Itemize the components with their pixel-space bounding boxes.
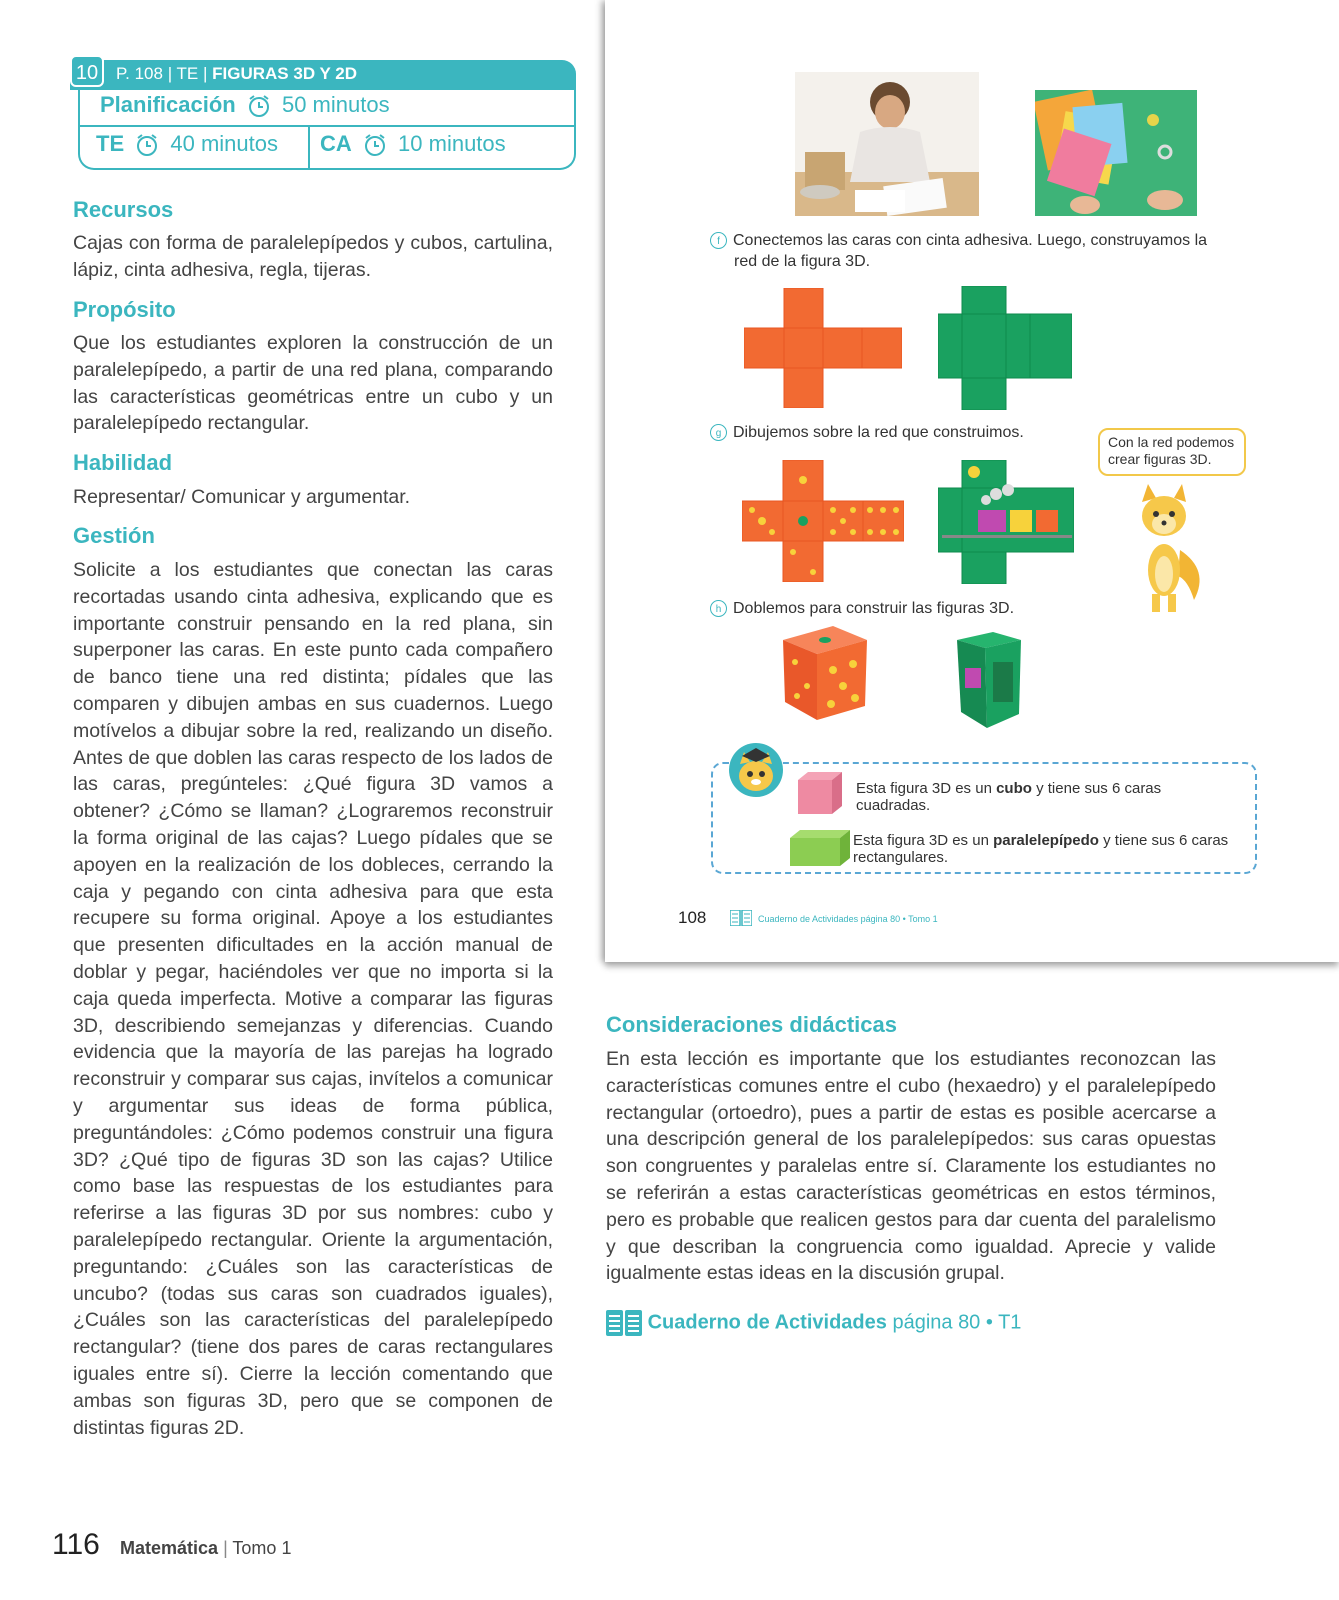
consideraciones-text: En esta lección es importante que los estudiantes reconozcan las características comunes entre el cubo (hexaedro) y el paralelepípedo rectangular (ortoedro), pues a partir de estas es posible acercarse a una descripción general de los paralelepípedos: sus caras opuestas son congruentes y paralelas entre sí. Claramente los estudiantes no se referirán a estas características geométricas en estos términos, pero es probable que realicen gestos para dar cuenta del paralelismo y que describan la congruencia como igualdad. Aprecie y valide igualmente estas ideas en la discusión grupal.: [606, 1048, 1216, 1285]
alarm-clock-icon: [134, 132, 160, 158]
step-f-line2: red de la figura 3D.: [734, 253, 871, 270]
book-icon: [730, 910, 752, 926]
planificacion-time: 50 minutos: [281, 92, 390, 117]
info-prism-text: Esta figura 3D es un paralelepípedo y tiene sus 6 caras rectangulares.: [853, 832, 1229, 866]
footer-subject: Matemática: [120, 1538, 219, 1558]
time-box-vdivider: [308, 126, 310, 170]
step-h-text: Doblemos para construir las figuras 3D.: [733, 600, 1015, 617]
time-box-divider: [78, 125, 576, 127]
te-row: [96, 131, 278, 158]
lesson-header-text: P. 108 | TE | FIGURAS 3D Y 2D: [116, 64, 357, 83]
student-page-number: 108: [678, 908, 707, 927]
lesson-topic: FIGURAS 3D Y 2D: [212, 64, 357, 83]
step-h-label: h: [710, 600, 727, 617]
proposito-title: Propósito: [73, 297, 176, 322]
info-cube-text: Esta figura 3D es un cubo y tiene sus 6 caras cuadradas.: [856, 780, 1162, 814]
footer-tomo: Tomo 1: [232, 1538, 292, 1558]
green-prism-net: [938, 286, 1072, 410]
folded-orange-cube: [783, 626, 867, 720]
alarm-clock-icon: [362, 132, 388, 158]
step-f-line1: Conectemos las caras con cinta adhesiva. Luego, construyamos la: [733, 232, 1208, 249]
habilidad-title: Habilidad: [73, 450, 173, 475]
student-footer-ref: Cuaderno de Actividades página 80 • Tomo 1: [758, 914, 938, 924]
cuaderno-bold: Cuaderno de Actividades: [647, 1311, 887, 1334]
ca-row: [320, 131, 506, 158]
child-cutting-photo: [795, 72, 979, 216]
te-time: 40 minutos: [170, 131, 278, 156]
consideraciones-title: Consideraciones didácticas: [606, 1012, 897, 1037]
decorated-orange-net: [742, 460, 904, 582]
cuaderno-rest: página 80 • T1: [886, 1311, 1022, 1334]
step-g: [710, 424, 1024, 442]
te-label: TE: [96, 131, 125, 156]
step-f-label: f: [710, 232, 727, 249]
page-footer: Matemática | Tomo 1: [120, 1538, 292, 1558]
book-icon: [606, 1310, 642, 1336]
cat-professor-avatar-icon: [728, 742, 784, 798]
page-ref: P. 108: [116, 64, 163, 83]
recursos-text: Cajas con forma de paralelepípedos y cubos, cartulina, lápiz, cinta adhesiva, regla, tijeras.: [73, 232, 553, 281]
green-prism-icon: [790, 830, 850, 866]
decorated-green-net: [938, 460, 1074, 584]
gestion-text: Solicite a los estudiantes que conectan las caras recortadas usando cinta adhesiva, explicando que es importante construir pensando en la red plana, sin superponer las caras. En este punto cada compañero de banco tiene una red distinta; pídales que las comparen y dibujen ambas en sus cuadernos. Luego motívelos a dibujar sobre la red, realizando un diseño. Antes de que doblen las caras respecto de los lados de las caras, pregúnteles: ¿Qué figura 3D vamos a obtener? ¿Cómo se llaman? ¿Lograremos reconstruir la forma original de las cajas? Luego pídales que se apoyen en la realización de los dobleces, cerrando la caja y pegando con cinta adhesiva para que esta recupere su forma original. Apoye a los estudiantes que presenten dificultades en la acción manual de doblar y pegar, haciéndoles ver que no importa si la caja queda imperfecta. Motive a comparar las figuras 3D, describiendo semejanzas y diferencias. Cuando evidencia que la mayoría de las parejas ha logrado reconstruir y comparar sus cajas, invítelos a comunicar y argumentar sus ideas de forma pública, preguntándoles: ¿Cómo podemos construir una figura 3D? ¿Qué tipo de figuras 3D son las cajas? Utilice como base las respuestas de los estudiantes para referirse a las figuras 3D por sus nombres: cubo y paralelepípedo rectangular. Oriente la argumentación, preguntando: ¿Cuáles son las características de uncubo? (todas sus caras son cuadrados iguales), ¿Cuáles son las características del paralelepípedo rectangular? (tiene dos pares de caras rectangulares iguales entre sí). Cierre la lección comentando que ambas son figuras 3D, pero que se componen de distintas figuras 2D.: [73, 559, 553, 1439]
recursos-title: Recursos: [73, 197, 174, 222]
colored-paper-photo: [1035, 90, 1197, 216]
te-tag: TE: [176, 64, 199, 83]
cuaderno-ref: [606, 1310, 1021, 1336]
page-number: 116: [52, 1528, 100, 1561]
step-g-label: g: [710, 424, 727, 441]
step-h: [710, 600, 1014, 618]
gestion-title: Gestión: [73, 523, 155, 548]
proposito-text: Que los estudiantes exploren la construcción de un paralelepípedo, a partir de una red plana, comparando las características geométricas entre un cubo y un paralelepípedo rectangular.: [73, 332, 553, 435]
speech-bubble: Con la red podemos crear figuras 3D.: [1098, 428, 1246, 476]
step-f: [710, 232, 1207, 250]
fox-mascot-icon: [1130, 480, 1210, 616]
folded-green-prism: [957, 632, 1021, 728]
ca-label: CA: [320, 131, 352, 156]
ca-time: 10 minutos: [398, 131, 506, 156]
lesson-number: 10: [70, 55, 104, 87]
orange-cube-net: [744, 288, 902, 408]
habilidad-text: Representar/ Comunicar y argumentar.: [73, 486, 411, 508]
step-g-text: Dibujemos sobre la red que construimos.: [733, 424, 1024, 441]
alarm-clock-icon: [246, 93, 272, 119]
pink-cube-icon: [798, 772, 842, 814]
planificacion-label: Planificación: [100, 92, 236, 117]
planificacion-row: [100, 92, 390, 119]
